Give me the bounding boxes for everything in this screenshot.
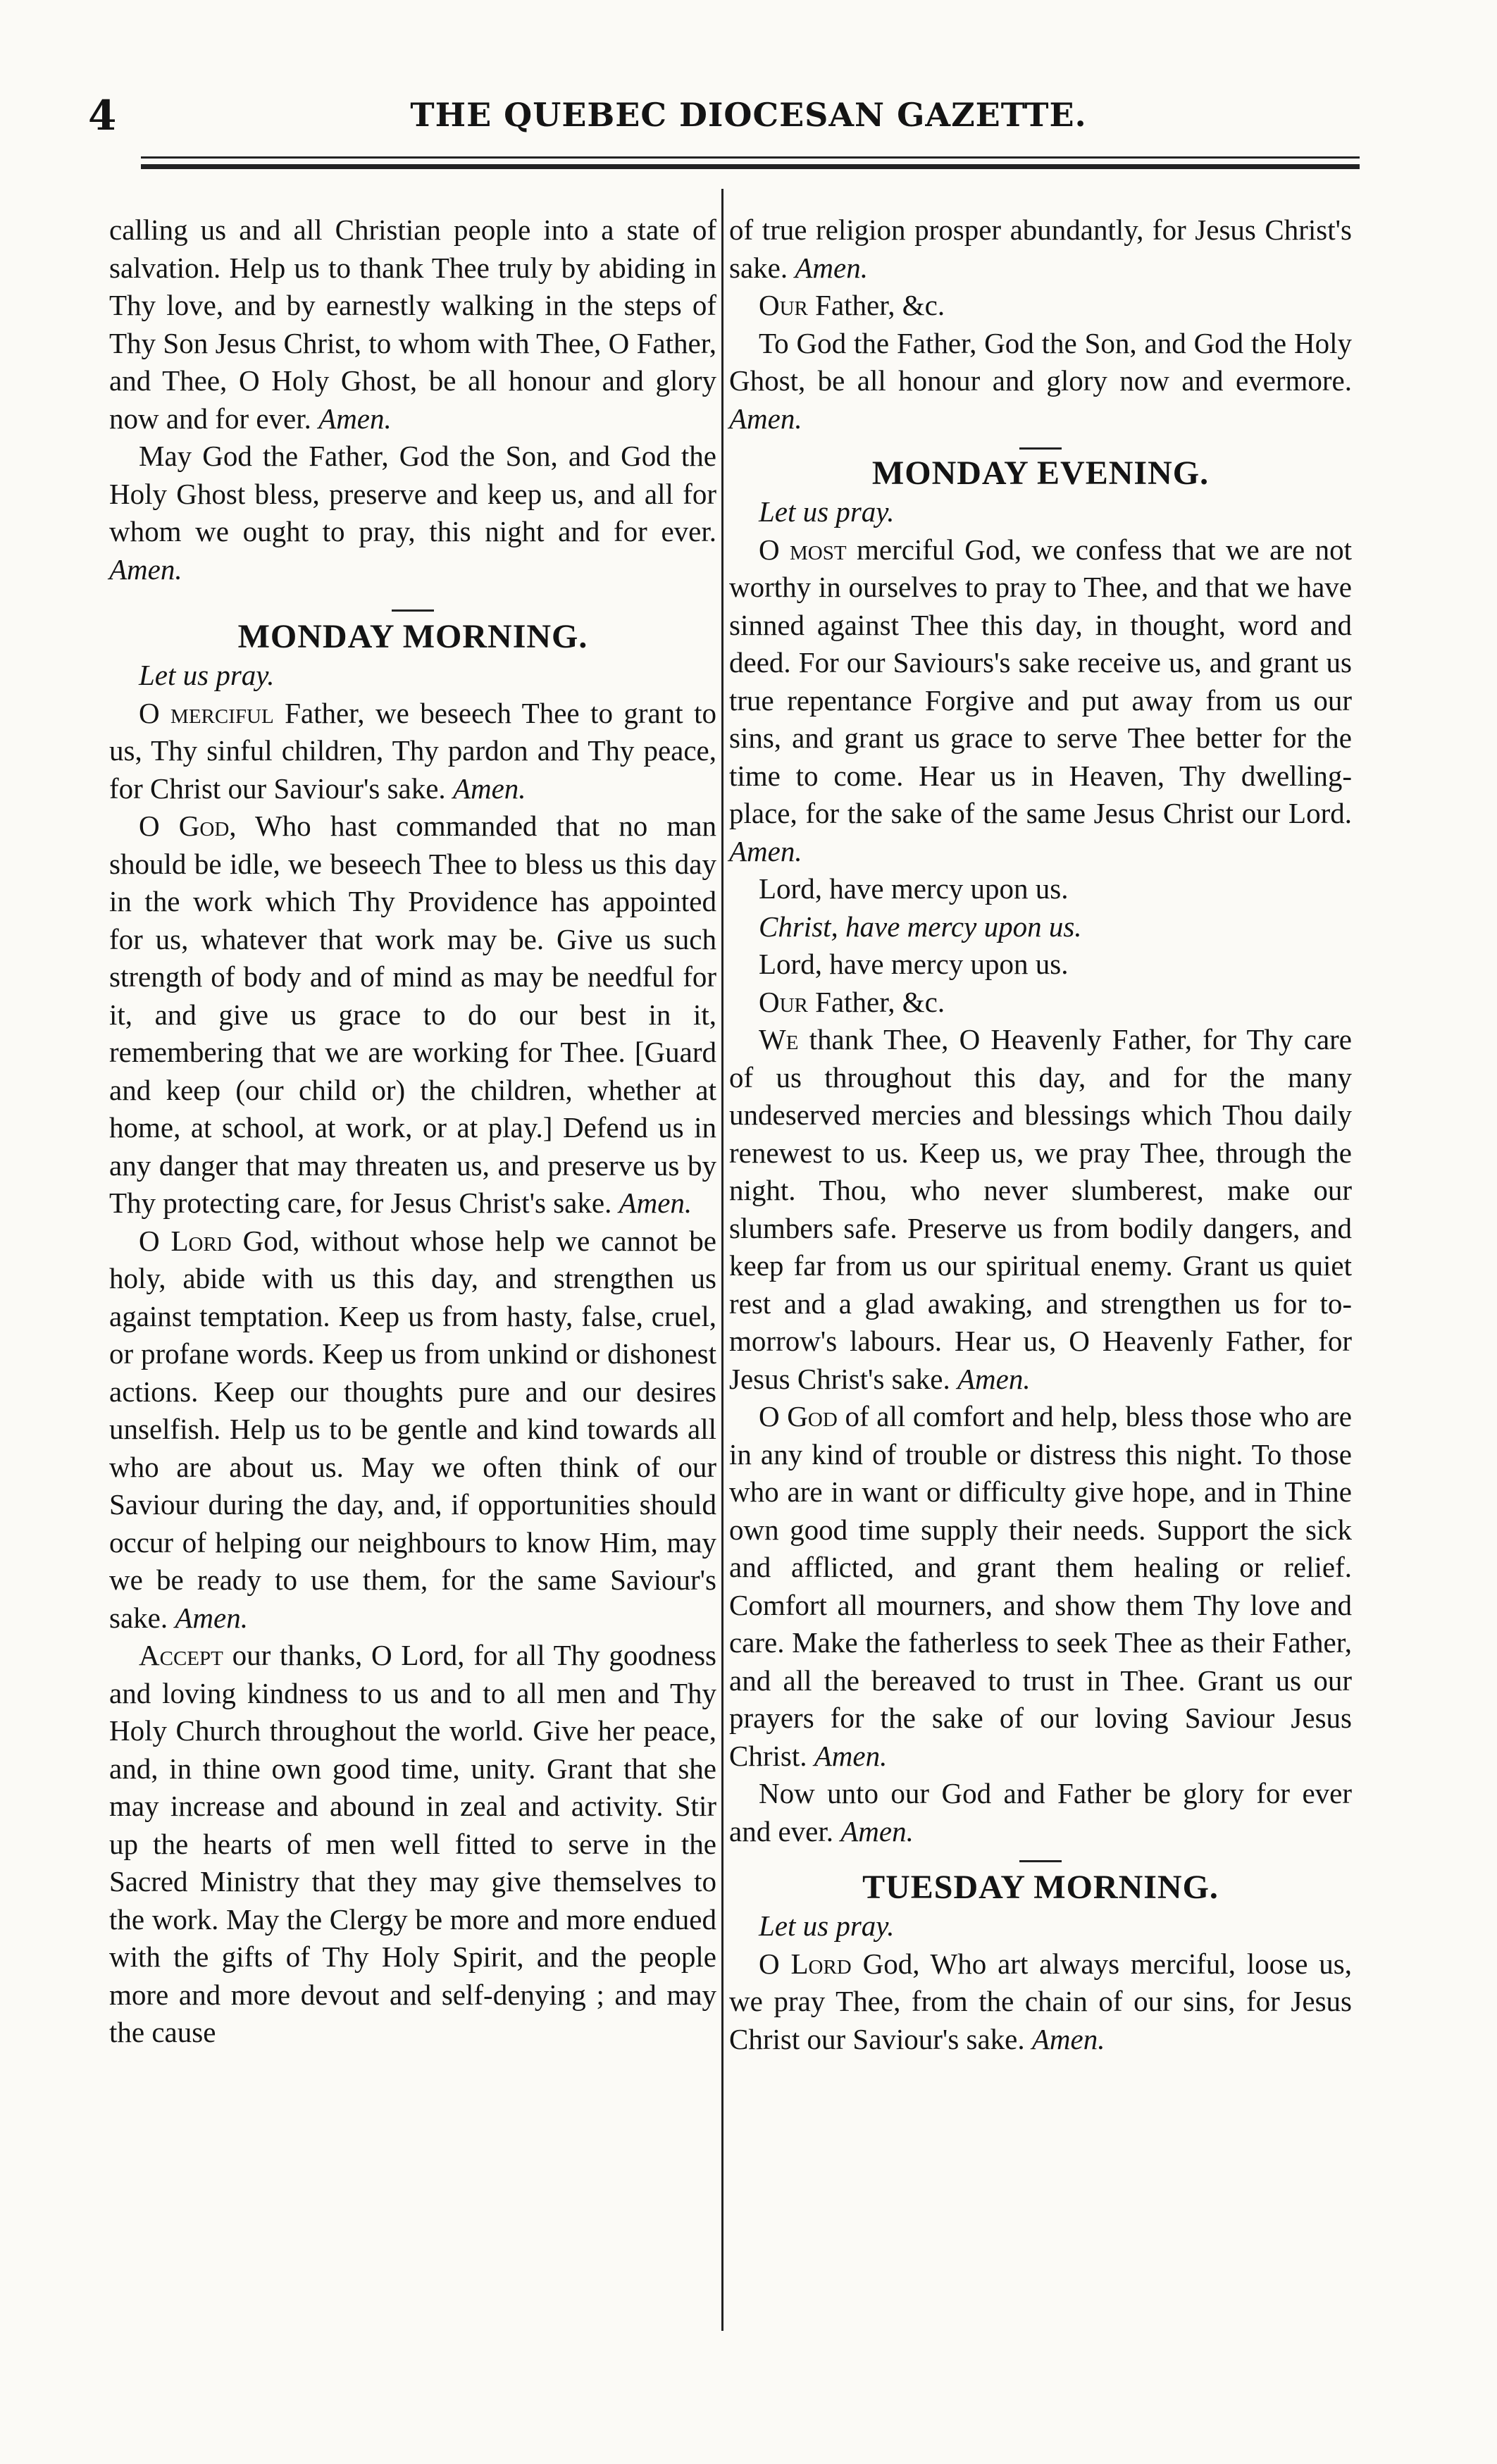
paragraph-text: Father, we beseech Thee to grant to us, Thy sinful children, Thy pardon and Thy peace, for Christ our Saviour's sake. bbox=[109, 696, 716, 805]
amen-text: Amen. bbox=[109, 552, 182, 586]
paragraph bbox=[729, 287, 1352, 325]
paragraph-text: Father, &c. bbox=[807, 289, 945, 321]
right-column bbox=[729, 211, 1352, 2058]
paragraph bbox=[109, 438, 716, 588]
invocation: Let us pray. bbox=[759, 1909, 895, 1942]
paragraph-text: Now unto our God and Father be glory for ever and ever. bbox=[729, 1777, 1352, 1847]
page-number: 4 bbox=[88, 92, 117, 140]
amen-text: Amen. bbox=[452, 772, 526, 805]
amen-text: Amen. bbox=[1031, 2022, 1105, 2055]
amen-text: Amen. bbox=[729, 834, 802, 867]
paragraph bbox=[729, 984, 1352, 1022]
lead-words: O most bbox=[759, 533, 847, 566]
amen-text: Amen. bbox=[814, 1739, 888, 1772]
paragraph: Lord, have mercy upon us. bbox=[759, 872, 1069, 905]
lead-words: Our bbox=[759, 289, 808, 321]
paragraph-text: merciful God, we confess that we are not worthy in ourselves to pray to Thee, and that we have sinned against Thee this day, in thought, word and deed. For our Saviours's sake receive us, and grant us true repentance Forgive and put away from us our sins, and grant us grace to serve Thee better for the time to come. Hear us in Heaven, Thy dwelling-place, for the sake of the same Jesus Christ our Lord. bbox=[729, 533, 1352, 829]
amen-text: Amen. bbox=[795, 251, 868, 284]
paragraph-text: To God the Father, God the Son, and God the Holy Ghost, be all honour and glory now and evermore. bbox=[729, 326, 1352, 397]
amen-text: Amen. bbox=[175, 1601, 248, 1634]
paragraph bbox=[109, 1222, 716, 1637]
lead-words: We bbox=[759, 1023, 799, 1055]
paragraph bbox=[729, 1945, 1352, 2059]
paragraph: Christ, have mercy upon us. bbox=[759, 910, 1082, 943]
lead-words: O God, bbox=[139, 810, 237, 842]
paragraph bbox=[109, 695, 716, 808]
page-title: THE QUEBEC DIOCESAN GAZETTE. bbox=[410, 96, 1087, 134]
invocation: Let us pray. bbox=[139, 659, 275, 691]
paragraph bbox=[109, 807, 716, 1222]
lead-words: Accept bbox=[139, 1639, 223, 1671]
paragraph bbox=[729, 1398, 1352, 1775]
lead-words: O Lord bbox=[139, 1224, 232, 1257]
section-heading-monday-evening: MONDAY EVENING. bbox=[871, 454, 1210, 492]
header-rule bbox=[141, 156, 1360, 159]
paragraph-text: God, Who art always merciful, loose us, we pray Thee, from the chain of our sins, for Jesus Christ our Saviour's sake. bbox=[729, 1947, 1352, 2055]
invocation: Let us pray. bbox=[759, 495, 895, 528]
amen-text: Amen. bbox=[957, 1362, 1031, 1395]
left-column bbox=[109, 211, 716, 2052]
paragraph bbox=[109, 211, 716, 438]
paragraph-text: of true religion prosper abundantly, for Jesus Christ's sake. bbox=[729, 213, 1352, 284]
paragraph bbox=[109, 1637, 716, 2052]
paragraph bbox=[729, 211, 1352, 287]
paragraph: Lord, have mercy upon us. bbox=[759, 948, 1069, 980]
header-rule bbox=[141, 164, 1360, 169]
amen-text: Amen. bbox=[318, 402, 392, 435]
section-separator bbox=[392, 609, 434, 612]
paragraph bbox=[729, 1021, 1352, 1398]
page-header bbox=[0, 0, 1497, 162]
lead-words: O merciful bbox=[139, 696, 274, 729]
paragraph bbox=[729, 325, 1352, 438]
section-heading-tuesday-morning: TUESDAY MORNING. bbox=[862, 1869, 1219, 1906]
paragraph-text: God, without whose help we cannot be holy, abide with us this day, and strengthen us against temptation. Keep us from hasty, false, cruel, or profane words. Keep us from unkind or dishonest actions. Keep our thoughts pure and our desires unselfish. Help us to be gentle and kind towards all who are about us. May we often think of our Saviour during the day, and, if opportunities should occur of helping our neighbours to know Him, may we be ready to use them, for the same Saviour's sake. bbox=[109, 1224, 716, 1634]
paragraph-text: Father, &c. bbox=[807, 985, 945, 1018]
section-separator bbox=[1019, 1860, 1062, 1862]
paragraph-text: of all comfort and help, bless those who are in any kind of trouble or distress this night. To those who are in want or difficulty give hope, and in Thine own good time supply their needs. Support the sick and afflicted, and grant them healing or relief. Comfort all mourners, and show them Thy love and care. Make the fatherless to seek Thee as their Father, and all the bereaved to trust in Thee. Grant us our prayers for the sake of our loving Saviour Jesus Christ. bbox=[729, 1400, 1352, 1772]
paragraph bbox=[729, 1775, 1352, 1850]
paragraph bbox=[729, 531, 1352, 871]
section-heading-monday-morning: MONDAY MORNING. bbox=[237, 618, 588, 655]
paragraph-text: May God the Father, God the Son, and God the Holy Ghost bless, preserve and keep us, and all for whom we ought to pray, this night and for ever. bbox=[109, 440, 716, 547]
paragraph-text: our thanks, O Lord, for all Thy goodness and loving kindness to us and to all men and Thy Holy Church throughout the world. Give her peace, and, in thine own good time, unity. Grant that she may increase and abound in zeal and activity. Stir up the hearts of men well fitted to serve in the Sacred Ministry that they may give themselves to the work. May the Clergy be more and more endued with the gifts of Thy Holy Spirit, and the people more and more devout and self-denying ; and may the cause bbox=[109, 1639, 716, 2048]
lead-words: O God bbox=[759, 1400, 838, 1432]
paragraph-text: calling us and all Christian people into a state of salvation. Help us to thank Thee truly by abiding in Thy love, and by earnestly walking in the steps of Thy Son Jesus Christ, to whom with Thee, O Father, and Thee, O Holy Ghost, be all honour and glory now and for ever. bbox=[109, 213, 716, 435]
section-separator bbox=[1019, 447, 1062, 450]
amen-text: Amen. bbox=[619, 1187, 692, 1219]
amen-text: Amen. bbox=[840, 1814, 914, 1847]
amen-text: Amen. bbox=[729, 402, 802, 435]
paragraph-text: thank Thee, O Heavenly Father, for Thy care of us throughout this day, and for the many undeserved mercies and blessings which Thou daily renewest to us. Keep us, we pray Thee, through the night. Thou, who never slumberest, make our slumbers safe. Preserve us from bodily dangers, and keep far from us our spiritual enemy. Grant us quiet rest and a glad awaking, and strengthen us for to-morrow's labours. Hear us, O Heavenly Father, for Jesus Christ's sake. bbox=[729, 1023, 1352, 1395]
column-divider bbox=[721, 189, 723, 2331]
lead-words: O Lord bbox=[759, 1947, 852, 1980]
lead-words: Our bbox=[759, 985, 808, 1018]
paragraph-text: Who hast commanded that no man should be idle, we beseech Thee to bless us this day in the work which Thy Providence has appointed for us, whatever that work may be. Give us such strength of body and of mind as may be needful for it, and give us grace to do our best in it, remembering that we are working for Thee. [Guard and keep (our child or) the children, whether at home, at school, at work, or at play.] Defend us in any danger that may threaten us, and preserve us by Thy protecting care, for Jesus Christ's sake. bbox=[109, 810, 716, 1219]
